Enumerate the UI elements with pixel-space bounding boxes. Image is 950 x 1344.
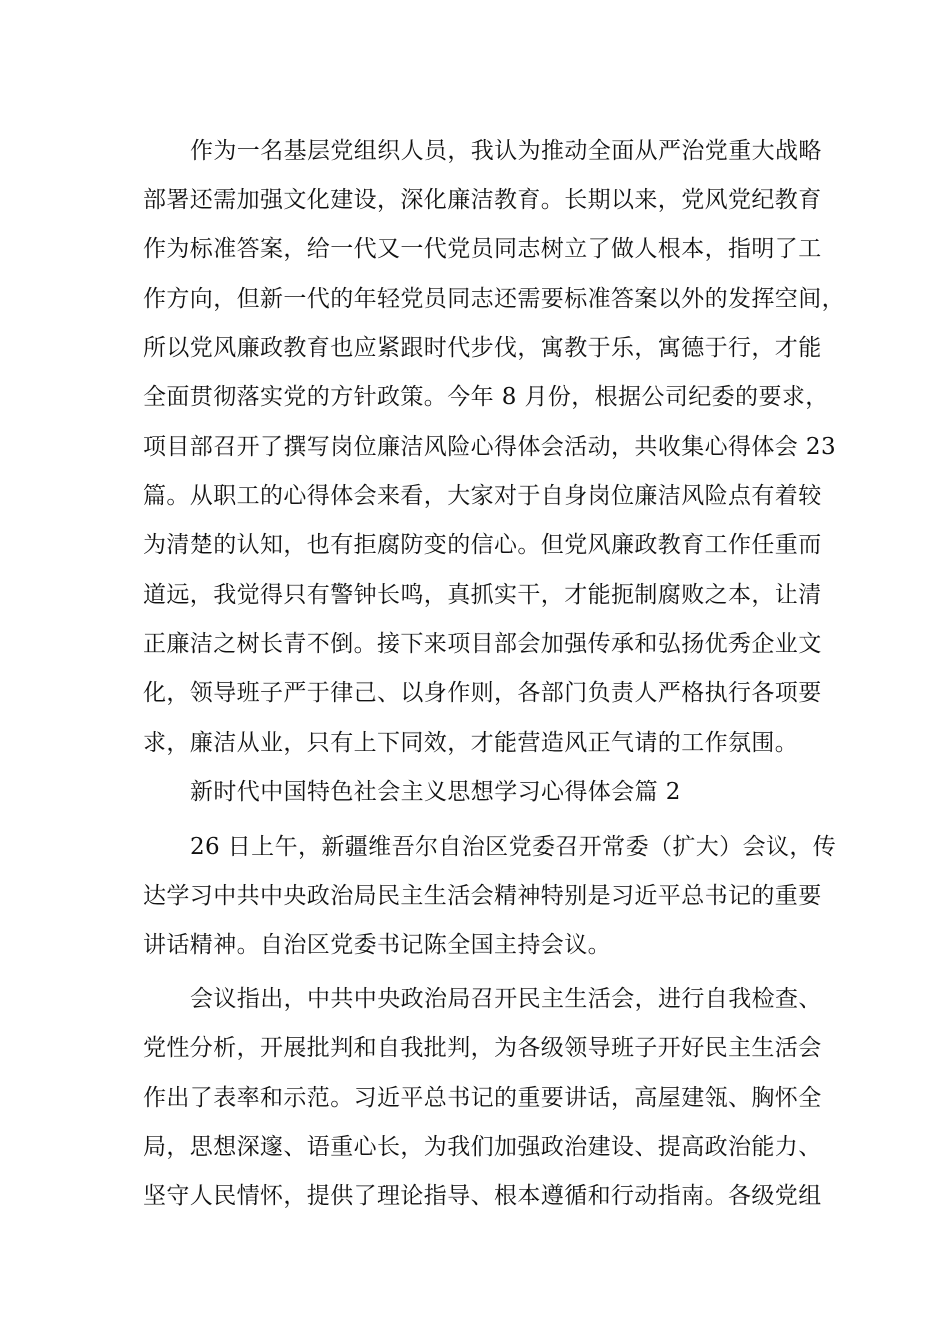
paragraph-1-line: 正廉洁之树长青不倒。接下来项目部会加强传承和弘扬优秀企业文 [143,631,822,657]
paragraph-2-line: 26 日上午，新疆维吾尔自治区党委召开常委（扩大）会议，传 [190,834,837,860]
paragraph-1-line: 项目部召开了撰写岗位廉洁风险心得体会活动，共收集心得体会 23 [143,434,836,460]
paragraph-3-line: 作出了表率和示范。习近平总书记的重要讲话，高屋建瓴、胸怀全 [143,1085,822,1111]
paragraph-3-line: 局，思想深邃、语重心长，为我们加强政治建设、提高政治能力、 [143,1134,822,1160]
paragraph-1-line: 道远，我觉得只有警钟长鸣，真抓实干，才能扼制腐败之本，让清 [143,582,822,608]
paragraph-1-line: 化，领导班子严于律己、以身作则，各部门负责人严格执行各项要 [143,680,822,706]
section-heading: 新时代中国特色社会主义思想学习心得体会篇 2 [190,779,681,805]
paragraph-1-line: 为清楚的认知，也有拒腐防变的信心。但党风廉政教育工作任重而 [143,532,822,558]
paragraph-1-line: 部署还需加强文化建设，深化廉洁教育。长期以来，党风党纪教育 [143,187,822,213]
paragraph-1-line: 求，廉洁从业，只有上下同效，才能营造风正气请的工作氛围。 [143,730,799,756]
paragraph-2-line: 讲话精神。自治区党委书记陈全国主持会议。 [143,932,611,958]
paragraph-1-line: 作方向，但新一代的年轻党员同志还需要标准答案以外的发挥空间， [143,286,845,312]
paragraph-1-line: 篇。从职工的心得体会来看，大家对于自身岗位廉洁风险点有着较 [143,483,822,509]
paragraph-1-line: 作为标准答案，给一代又一代党员同志树立了做人根本，指明了工 [143,236,822,262]
paragraph-2-line: 达学习中共中央政治局民主生活会精神特别是习近平总书记的重要 [143,883,822,909]
paragraph-1-line: 作为一名基层党组织人员，我认为推动全面从严治党重大战略 [190,138,822,164]
paragraph-1-line: 所以党风廉政教育也应紧跟时代步伐，寓教于乐，寓德于行，才能 [143,335,822,361]
paragraph-3-line: 党性分析，开展批判和自我批判，为各级领导班子开好民主生活会 [143,1035,822,1061]
paragraph-3-line: 会议指出，中共中央政治局召开民主生活会，进行自我检查、 [190,986,822,1012]
paragraph-3-line: 坚守人民情怀，提供了理论指导、根本遵循和行动指南。各级党组 [143,1183,822,1209]
paragraph-1-line: 全面贯彻落实党的方针政策。今年 8 月份，根据公司纪委的要求， [143,384,829,410]
